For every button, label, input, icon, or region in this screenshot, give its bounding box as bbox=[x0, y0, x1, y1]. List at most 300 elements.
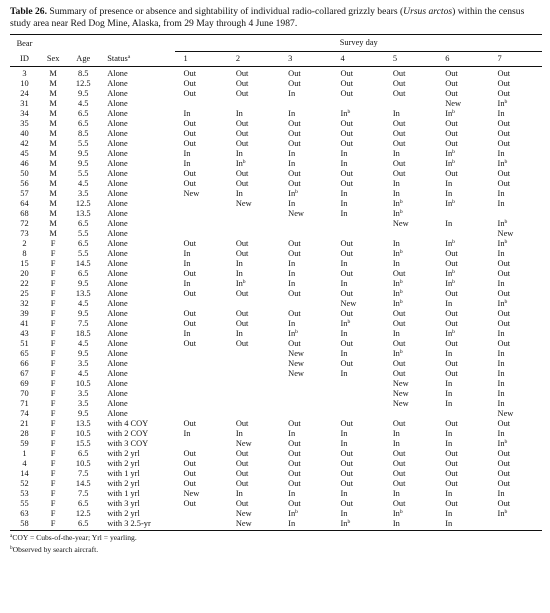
day-2-cell: Out bbox=[235, 459, 249, 468]
day-3-cell: Out bbox=[288, 119, 301, 128]
day-5-cell: In bbox=[392, 239, 400, 248]
day-7-cell: In$^b$ bbox=[497, 239, 508, 248]
age-cell: 6.5 bbox=[78, 239, 89, 248]
day-1-cell: Out bbox=[183, 119, 197, 128]
day-4-cell bbox=[333, 409, 385, 419]
bear-id-cell: 52 bbox=[20, 479, 29, 488]
aircraft-footnote-marker: b bbox=[504, 439, 508, 445]
aircraft-footnote-marker: b bbox=[242, 279, 246, 285]
day-7-cell: Out bbox=[497, 179, 511, 188]
day-4-cell: Out bbox=[340, 449, 354, 458]
status-cell: Alone bbox=[107, 379, 128, 388]
day-5-cell: Out bbox=[392, 369, 406, 378]
day-3-cell bbox=[280, 219, 332, 229]
status-cell: Alone bbox=[107, 69, 128, 78]
day-2-cell: New bbox=[228, 519, 280, 531]
status-footnote-marker: a bbox=[127, 53, 131, 60]
aircraft-footnote-marker: b bbox=[399, 299, 403, 305]
status-cell: Alone bbox=[107, 219, 128, 228]
day-2-cell: In bbox=[235, 329, 243, 338]
day-4-cell: In bbox=[340, 369, 348, 378]
day-1-cell: In bbox=[183, 249, 191, 258]
age-cell: 6.5 bbox=[67, 519, 99, 531]
day-1-cell: Out bbox=[183, 69, 197, 78]
age-cell: 18.5 bbox=[75, 329, 91, 338]
status-cell: Alone bbox=[107, 249, 128, 258]
day-6-cell: Out bbox=[445, 309, 458, 318]
table-row bbox=[10, 389, 542, 399]
day-7-cell: Out bbox=[497, 419, 511, 428]
bear-id-cell: 10 bbox=[20, 79, 29, 88]
bear-id-cell: 72 bbox=[20, 219, 29, 228]
day-header-3: 3 bbox=[280, 52, 332, 67]
day-5-cell: Out bbox=[392, 69, 406, 78]
day-2-cell: Out bbox=[235, 419, 249, 428]
day-2-cell bbox=[228, 379, 280, 389]
day-4-cell: Out bbox=[340, 269, 354, 278]
day-3-cell: Out bbox=[288, 69, 301, 78]
age-cell: 4.5 bbox=[78, 99, 89, 108]
day-5-cell: Out bbox=[392, 129, 406, 138]
bear-id-cell: 59 bbox=[20, 439, 29, 448]
day-1-cell: Out bbox=[183, 449, 197, 458]
day-1-cell bbox=[175, 209, 227, 219]
day-1-cell bbox=[175, 389, 227, 399]
status-cell: with 2 yrl bbox=[107, 509, 140, 518]
day-6-cell: In bbox=[445, 439, 453, 448]
day-3-cell bbox=[280, 99, 332, 109]
day-2-cell: Out bbox=[235, 139, 249, 148]
aircraft-footnote-marker: b bbox=[452, 159, 455, 165]
day-5-cell: New bbox=[392, 399, 409, 408]
age-cell: 3.5 bbox=[78, 189, 89, 198]
aircraft-footnote-marker: b bbox=[504, 509, 508, 515]
day-5-cell: In bbox=[392, 439, 400, 448]
day-4-cell bbox=[333, 99, 385, 109]
day-5-cell: In$^b$ bbox=[392, 279, 403, 288]
bear-id-cell: 31 bbox=[20, 99, 29, 108]
day-6-cell: Out bbox=[445, 499, 458, 508]
day-6-cell: Out bbox=[445, 469, 458, 478]
age-cell: 5.5 bbox=[78, 249, 89, 258]
table-row bbox=[10, 189, 542, 199]
day-3-cell: In bbox=[288, 199, 296, 208]
sex-cell: F bbox=[50, 479, 56, 488]
bear-id-cell: 55 bbox=[20, 499, 29, 508]
day-4-cell: In bbox=[340, 259, 348, 268]
bear-id-cell: 73 bbox=[20, 229, 29, 238]
day-3-cell bbox=[280, 229, 332, 239]
day-6-cell: In bbox=[445, 489, 453, 498]
day-1-cell: Out bbox=[183, 89, 197, 98]
day-7-cell: Out bbox=[497, 499, 511, 508]
table-row bbox=[10, 489, 542, 499]
day-7-cell: In$^b$ bbox=[497, 439, 508, 448]
day-7-cell: Out bbox=[497, 119, 511, 128]
day-2-cell: Out bbox=[235, 69, 249, 78]
day-5-cell: In$^b$ bbox=[392, 249, 403, 258]
aircraft-footnote-marker: b bbox=[452, 199, 455, 205]
day-5-cell: Out bbox=[392, 339, 406, 348]
day-4-cell bbox=[333, 399, 385, 409]
age-cell: 12.5 bbox=[75, 509, 91, 518]
day-1-cell bbox=[175, 439, 227, 449]
day-5-cell bbox=[385, 99, 437, 109]
day-1-cell: In bbox=[183, 259, 191, 268]
status-cell: with 4 COY bbox=[107, 419, 149, 428]
day-3-cell: Out bbox=[288, 139, 301, 148]
status-cell: Alone bbox=[107, 139, 128, 148]
sex-cell: M bbox=[49, 219, 57, 228]
age-cell: 3.5 bbox=[78, 389, 89, 398]
day-4-cell: In bbox=[340, 189, 348, 198]
footnote-text: Observed by search aircraft. bbox=[12, 544, 99, 554]
table-row bbox=[10, 459, 542, 469]
status-cell: with 2 COY bbox=[107, 429, 149, 438]
day-1-cell bbox=[175, 229, 227, 239]
day-4-cell: Out bbox=[340, 469, 354, 478]
status-cell: with 3 2.5-yr bbox=[99, 519, 175, 531]
day-7-cell: In bbox=[497, 199, 505, 208]
day-5-cell: New bbox=[392, 389, 409, 398]
day-header-4: 4 bbox=[333, 52, 385, 67]
day-5-cell: Out bbox=[392, 269, 406, 278]
day-6-cell: In bbox=[445, 399, 453, 408]
day-1-cell: Out bbox=[183, 139, 197, 148]
day-2-cell bbox=[228, 389, 280, 399]
day-4-cell: Out bbox=[340, 239, 354, 248]
day-2-cell: Out bbox=[235, 339, 249, 348]
day-2-cell: In bbox=[235, 189, 243, 198]
sex-cell: F bbox=[50, 469, 56, 478]
day-header-1: 1 bbox=[175, 52, 227, 67]
aircraft-footnote-marker: b bbox=[347, 319, 351, 325]
day-7-cell: Out bbox=[497, 319, 511, 328]
aircraft-footnote-marker: b bbox=[452, 279, 455, 285]
day-7-cell: In bbox=[497, 359, 505, 368]
day-6-cell: Out bbox=[445, 479, 458, 488]
day-6-cell: Out bbox=[445, 89, 458, 98]
day-1-cell: Out bbox=[183, 499, 197, 508]
day-5-cell: Out bbox=[392, 309, 406, 318]
sex-cell: F bbox=[50, 499, 56, 508]
status-cell: with 3 yrl bbox=[107, 499, 140, 508]
sex-cell: M bbox=[49, 209, 57, 218]
day-3-cell: In bbox=[280, 519, 332, 531]
status-cell: Alone bbox=[107, 349, 128, 358]
day-5-cell: In bbox=[392, 149, 400, 158]
bear-id-header: ID bbox=[10, 52, 39, 67]
day-7-cell: In bbox=[497, 249, 505, 258]
day-1-cell: In bbox=[183, 149, 191, 158]
day-6-cell bbox=[437, 209, 489, 219]
sex-cell: M bbox=[49, 109, 57, 118]
day-4-cell: Out bbox=[340, 119, 354, 128]
day-7-cell: Out bbox=[497, 459, 511, 468]
caption-text-start: Summary of presence or absence and sightability of individual radio-collared grizzly bears ( bbox=[46, 6, 404, 17]
age-cell: 13.5 bbox=[75, 419, 91, 428]
day-header-2: 2 bbox=[228, 52, 280, 67]
table-row bbox=[10, 89, 542, 99]
day-1-cell: In bbox=[183, 159, 191, 168]
age-cell: 9.5 bbox=[78, 89, 89, 98]
sex-cell: F bbox=[50, 379, 56, 388]
table-row bbox=[10, 429, 542, 439]
day-6-cell: In$^b$ bbox=[445, 149, 455, 158]
status-cell: Alone bbox=[107, 239, 128, 248]
age-cell: 6.5 bbox=[78, 109, 89, 118]
day-4-cell: In$^b$ bbox=[340, 319, 351, 328]
day-3-cell: In bbox=[288, 259, 296, 268]
day-2-cell: Out bbox=[235, 479, 249, 488]
sex-cell: F bbox=[50, 319, 56, 328]
status-cell: Alone bbox=[107, 199, 128, 208]
status-cell: Alone bbox=[107, 299, 128, 308]
age-cell: 4.5 bbox=[78, 179, 89, 188]
day-1-cell: In bbox=[183, 109, 191, 118]
aircraft-footnote-marker: b bbox=[452, 109, 455, 115]
day-1-cell bbox=[175, 379, 227, 389]
day-2-cell bbox=[228, 369, 280, 379]
bear-id-cell: 50 bbox=[20, 169, 29, 178]
day-3-cell: Out bbox=[288, 479, 301, 488]
day-6-cell: Out bbox=[445, 319, 458, 328]
sex-cell: F bbox=[50, 419, 56, 428]
day-1-cell: Out bbox=[183, 479, 197, 488]
bear-id-cell: 1 bbox=[22, 449, 27, 458]
day-2-cell: Out bbox=[235, 289, 249, 298]
day-6-cell: In$^b$ bbox=[445, 329, 455, 338]
table-row bbox=[10, 229, 542, 239]
table-row bbox=[10, 79, 542, 89]
day-5-cell: In$^b$ bbox=[392, 299, 403, 308]
status-cell: Alone bbox=[107, 229, 128, 238]
status-cell: Alone bbox=[107, 369, 128, 378]
day-3-cell: New bbox=[288, 369, 304, 378]
age-cell: 9.5 bbox=[78, 159, 89, 168]
day-5-cell: Out bbox=[392, 319, 406, 328]
day-6-cell: Out bbox=[445, 359, 458, 368]
aircraft-footnote-marker: b bbox=[452, 269, 455, 275]
day-6-cell: In$^b$ bbox=[445, 159, 455, 168]
day-1-cell bbox=[175, 509, 227, 519]
day-5-cell: In$^b$ bbox=[392, 509, 403, 518]
day-7-cell: Out bbox=[497, 169, 511, 178]
day-5-cell: In$^b$ bbox=[392, 209, 403, 218]
sex-cell: M bbox=[49, 69, 57, 78]
age-cell: 9.5 bbox=[78, 149, 89, 158]
table-row bbox=[10, 289, 542, 299]
status-cell: Alone bbox=[107, 99, 128, 108]
day-5-cell: Out bbox=[392, 499, 406, 508]
day-5-cell: Out bbox=[392, 359, 406, 368]
aircraft-footnote-marker: b bbox=[295, 509, 298, 515]
day-2-cell: Out bbox=[235, 89, 249, 98]
status-cell: with 1 yrl bbox=[107, 489, 140, 498]
day-5-cell bbox=[385, 229, 437, 239]
aircraft-footnote-marker: b bbox=[347, 109, 351, 115]
footnote bbox=[10, 545, 542, 555]
bear-id-cell: 25 bbox=[20, 289, 29, 298]
status-cell: Alone bbox=[107, 209, 128, 218]
day-2-cell: New bbox=[235, 509, 252, 518]
status-cell: with 2 yrl bbox=[107, 479, 140, 488]
age-cell: 13.5 bbox=[75, 209, 91, 218]
survey-day-header: Survey day bbox=[175, 35, 542, 51]
day-1-cell: Out bbox=[183, 419, 197, 428]
age-cell: 6.5 bbox=[78, 219, 89, 228]
aircraft-footnote-marker: b bbox=[504, 299, 508, 305]
day-5-cell: Out bbox=[392, 449, 406, 458]
day-1-cell: In bbox=[183, 429, 191, 438]
bear-id-cell: 65 bbox=[20, 349, 29, 358]
age-cell: 7.5 bbox=[78, 319, 89, 328]
day-5-cell: Out bbox=[392, 89, 406, 98]
day-3-cell: Out bbox=[288, 169, 301, 178]
sex-cell: F bbox=[50, 489, 56, 498]
footnote-marker: b bbox=[10, 544, 13, 551]
day-4-cell: New bbox=[340, 299, 357, 308]
status-cell: Alone bbox=[107, 289, 128, 298]
bear-id-cell: 71 bbox=[20, 399, 29, 408]
day-3-cell: In bbox=[288, 489, 296, 498]
day-4-cell: Out bbox=[340, 89, 354, 98]
day-7-cell: New bbox=[497, 409, 514, 418]
day-3-cell: In$^b$ bbox=[288, 509, 298, 518]
day-4-cell: Out bbox=[340, 359, 354, 368]
sex-cell: M bbox=[49, 189, 57, 198]
day-6-cell bbox=[437, 409, 489, 419]
day-6-cell: New bbox=[445, 99, 462, 108]
day-6-cell: In bbox=[445, 179, 453, 188]
day-6-cell: In bbox=[445, 429, 453, 438]
table-row bbox=[10, 329, 542, 339]
day-7-cell: Out bbox=[497, 269, 511, 278]
day-4-cell bbox=[333, 219, 385, 229]
header-row-top bbox=[10, 35, 542, 51]
day-7-cell: In$^b$ bbox=[497, 299, 508, 308]
table-row bbox=[10, 509, 542, 519]
day-2-cell: Out bbox=[235, 129, 249, 138]
day-4-cell: In bbox=[340, 279, 348, 288]
status-cell: with 1 yrl bbox=[107, 469, 140, 478]
table-row bbox=[10, 519, 542, 531]
day-1-cell: Out bbox=[183, 179, 197, 188]
bear-id-cell: 24 bbox=[20, 89, 29, 98]
day-1-cell: Out bbox=[183, 289, 197, 298]
table-row bbox=[10, 269, 542, 279]
day-5-cell: Out bbox=[392, 119, 406, 128]
aircraft-footnote-marker: b bbox=[399, 289, 403, 295]
day-7-cell: New bbox=[497, 229, 514, 238]
day-2-cell bbox=[228, 229, 280, 239]
sex-cell: M bbox=[49, 89, 57, 98]
day-6-cell: Out bbox=[445, 419, 458, 428]
day-1-cell: Out bbox=[183, 339, 197, 348]
sex-cell: F bbox=[50, 409, 56, 418]
table-row bbox=[10, 249, 542, 259]
day-4-cell: In bbox=[340, 349, 348, 358]
sex-cell: F bbox=[50, 259, 56, 268]
day-7-cell: In bbox=[497, 369, 505, 378]
table-head bbox=[10, 35, 542, 67]
status-cell: Alone bbox=[107, 189, 128, 198]
day-3-cell: Out bbox=[288, 459, 301, 468]
day-7-cell: In bbox=[497, 399, 505, 408]
aircraft-footnote-marker: b bbox=[452, 329, 455, 335]
day-6-cell: Out bbox=[445, 289, 458, 298]
age-cell: 6.5 bbox=[78, 499, 89, 508]
day-1-cell: Out bbox=[183, 269, 197, 278]
day-2-cell: Out bbox=[235, 469, 249, 478]
day-4-cell: Out bbox=[340, 479, 354, 488]
day-1-cell bbox=[175, 519, 227, 531]
age-cell: 6.5 bbox=[78, 269, 89, 278]
age-cell: 6.5 bbox=[78, 119, 89, 128]
day-4-cell: In bbox=[340, 489, 348, 498]
sex-cell: F bbox=[50, 359, 56, 368]
sex-cell: M bbox=[49, 99, 57, 108]
table-caption bbox=[10, 6, 542, 29]
day-2-cell bbox=[228, 359, 280, 369]
day-7-cell: In bbox=[497, 429, 505, 438]
day-2-cell: Out bbox=[235, 169, 249, 178]
day-7-cell: In$^b$ bbox=[497, 219, 508, 228]
day-4-cell: Out bbox=[340, 249, 354, 258]
day-3-cell: Out bbox=[288, 249, 301, 258]
day-2-cell: In bbox=[235, 109, 243, 118]
day-1-cell: New bbox=[183, 489, 200, 498]
day-7-cell: In bbox=[497, 489, 505, 498]
day-6-cell: In bbox=[445, 299, 453, 308]
day-3-cell: Out bbox=[288, 449, 301, 458]
day-3-cell: In bbox=[288, 159, 296, 168]
bear-id-cell: 57 bbox=[20, 189, 29, 198]
aircraft-footnote-marker: b bbox=[504, 159, 508, 165]
aircraft-footnote-marker: b bbox=[399, 249, 403, 255]
age-cell: 8.5 bbox=[78, 69, 89, 78]
day-6-cell: In$^b$ bbox=[445, 199, 455, 208]
day-1-cell: Out bbox=[183, 239, 197, 248]
day-3-cell: Out bbox=[288, 129, 301, 138]
status-cell: Alone bbox=[107, 339, 128, 348]
bear-id-cell: 70 bbox=[20, 389, 29, 398]
bear-id-cell: 68 bbox=[20, 209, 29, 218]
day-6-cell: In$^b$ bbox=[445, 239, 455, 248]
day-5-cell: In$^b$ bbox=[392, 349, 403, 358]
day-7-cell: Out bbox=[497, 309, 511, 318]
bear-id-cell: 41 bbox=[20, 319, 29, 328]
day-3-cell: New bbox=[288, 359, 304, 368]
day-header-7: 7 bbox=[490, 52, 542, 67]
table-row bbox=[10, 119, 542, 129]
day-5-cell: In$^b$ bbox=[392, 199, 403, 208]
day-7-cell: In$^b$ bbox=[497, 509, 508, 518]
day-2-cell: In bbox=[235, 149, 243, 158]
bear-id-cell: 67 bbox=[20, 369, 29, 378]
day-5-cell: Out bbox=[392, 459, 406, 468]
table-row bbox=[10, 359, 542, 369]
bear-id-cell: 4 bbox=[22, 459, 27, 468]
footnote-marker: a bbox=[10, 533, 13, 539]
bear-id-cell: 43 bbox=[20, 329, 29, 338]
status-cell: Alone bbox=[107, 129, 128, 138]
day-4-cell: Out bbox=[340, 419, 354, 428]
bear-id-cell: 28 bbox=[20, 429, 29, 438]
day-7-cell: Out bbox=[497, 69, 511, 78]
aircraft-footnote-marker: b bbox=[242, 159, 246, 165]
day-6-cell: In bbox=[445, 379, 453, 388]
